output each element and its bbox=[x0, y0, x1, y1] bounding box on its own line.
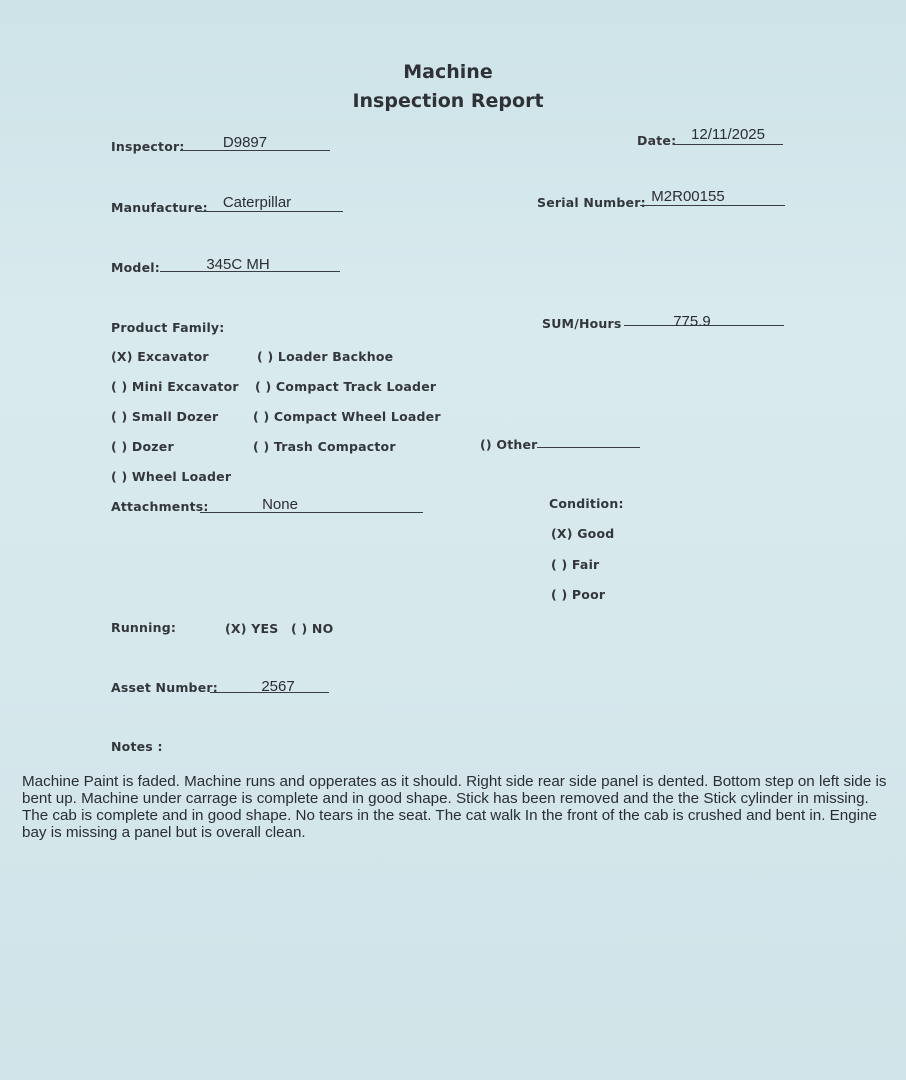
option-wheel-loader[interactable]: ( ) Wheel Loader bbox=[111, 469, 232, 484]
model-label: Model: bbox=[111, 260, 160, 275]
option-compact-wheel-loader[interactable]: ( ) Compact Wheel Loader bbox=[253, 409, 441, 424]
inspector-label: Inspector: bbox=[111, 139, 185, 154]
inspector-value: D9897 bbox=[222, 134, 268, 151]
attachments-value: None bbox=[262, 496, 298, 513]
manufacture-value: Caterpillar bbox=[222, 194, 292, 211]
option-excavator[interactable]: (X) Excavator bbox=[111, 349, 209, 364]
title-line-1: Machine bbox=[403, 61, 493, 83]
option-compact-track-loader[interactable]: ( ) Compact Track Loader bbox=[255, 379, 437, 394]
attachments-label: Attachments: bbox=[111, 499, 209, 514]
serial-number-value: M2R00155 bbox=[651, 188, 725, 205]
notes-label: Notes : bbox=[111, 739, 163, 754]
option-dozer[interactable]: ( ) Dozer bbox=[111, 439, 174, 454]
serial-number-line bbox=[640, 205, 785, 206]
option-small-dozer[interactable]: ( ) Small Dozer bbox=[111, 409, 219, 424]
condition-label: Condition: bbox=[549, 496, 624, 511]
option-other[interactable]: () Other bbox=[480, 437, 538, 452]
option-trash-compactor[interactable]: ( ) Trash Compactor bbox=[253, 439, 396, 454]
serial-number-label: Serial Number: bbox=[537, 195, 646, 210]
condition-poor[interactable]: ( ) Poor bbox=[551, 587, 606, 602]
condition-fair[interactable]: ( ) Fair bbox=[551, 557, 600, 572]
manufacture-label: Manufacture: bbox=[111, 200, 208, 215]
title-line-2: Inspection Report bbox=[352, 90, 544, 112]
option-loader-backhoe[interactable]: ( ) Loader Backhoe bbox=[257, 349, 394, 364]
running-no[interactable]: ( ) NO bbox=[291, 621, 334, 636]
asset-number-label: Asset Number: bbox=[111, 680, 218, 695]
running-label: Running: bbox=[111, 620, 177, 635]
product-family-label: Product Family: bbox=[111, 320, 225, 335]
other-line bbox=[537, 447, 640, 448]
asset-number-value: 2567 bbox=[261, 678, 295, 695]
model-value: 345C MH bbox=[206, 256, 270, 273]
date-value: 12/11/2025 bbox=[691, 126, 765, 143]
sum-hours-value: 775.9 bbox=[673, 313, 711, 330]
condition-good[interactable]: (X) Good bbox=[551, 526, 615, 541]
manufacture-line bbox=[201, 211, 343, 212]
sum-hours-label: SUM/Hours bbox=[542, 316, 622, 331]
running-yes[interactable]: (X) YES bbox=[225, 621, 279, 636]
date-line bbox=[673, 144, 783, 145]
option-mini-excavator[interactable]: ( ) Mini Excavator bbox=[111, 379, 239, 394]
date-label: Date: bbox=[637, 133, 677, 148]
notes-text: Machine Paint is faded. Machine runs and opperates as it should. Right side rear side panel is dented. Bottom step on left side is bent up. Machine under carrage is complete and in good shape. Stick has been removed and the the Stick cylinder in missing. The cab is complete and in good shape. No tears in the seat. The cat walk In the front of the cab is crushed and bent in. Engine bay is missing a panel but is overall clean. bbox=[22, 773, 887, 841]
